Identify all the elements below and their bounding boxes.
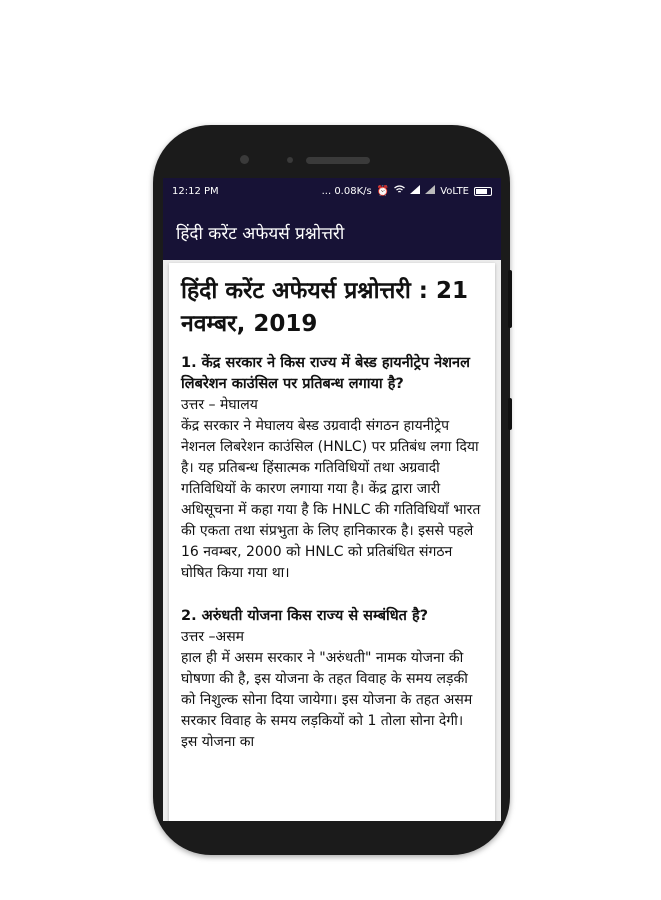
status-bar (163, 178, 501, 204)
signal-icon-1 (410, 185, 420, 197)
question-text: 2. अरुंधती योजना किस राज्य से सम्बंधित है? (181, 608, 429, 624)
network-speed: ... 0.08K/s (321, 185, 372, 197)
article-card (169, 263, 495, 821)
front-camera (240, 155, 249, 164)
volume-button (508, 270, 512, 328)
app-bar (163, 204, 501, 260)
answer-text: उत्तर – मेघालय (181, 397, 258, 413)
status-time: 12:12 PM (172, 185, 219, 197)
app-bar-title: हिंदी करेंट अफेयर्स प्रश्नोत्तरी (176, 223, 345, 244)
signal-icon-2 (425, 185, 435, 197)
wifi-icon (394, 185, 405, 197)
explanation-text: केंद्र सरकार ने मेघालय बेस्ड उग्रवादी संगठन हायनीट्रेप नेशनल लिबरेशन काउंसिल (HNLC) पर प्रतिबंध लगा दिया है। यह प्रतिबन्ध हिंसात्मक गतिविधियों तथा अग्रवादी गतिविधियों के कारण लगाया गया है। केंद्र द्वारा जारी अधिसूचना में कहा गया है कि HNLC की गतिविधियाँ भारत की एकता तथा संप्रभुता के लिए हानिकारक है। इससे पहले 16 नवम्बर, 2000 को HNLC को प्रतिबंधित संगठन घोषित किया गया था। (181, 418, 481, 581)
qa-item (181, 606, 483, 753)
earpiece-speaker (306, 157, 370, 164)
answer-text: उत्तर –असम (181, 629, 245, 645)
explanation-text: हाल ही में असम सरकार ने "अरुंधती" नामक योजना की घोषणा की है, इस योजना के तहत विवाह के समय लड़की को निशुल्क सोना दिया जायेगा। इस योजना के तहत असम सरकार विवाह के समय लड़कियों को 1 तोला सोना देगी। इस योजना का (181, 650, 473, 750)
article-title: हिंदी करेंट अफेयर्स प्रश्नोत्तरी : 21 नवम्बर, 2019 (181, 278, 468, 337)
power-button (508, 398, 512, 430)
qa-item (181, 353, 483, 584)
phone-screen (163, 178, 501, 821)
battery-icon (474, 187, 492, 196)
proximity-sensor (287, 157, 293, 163)
volte-label: VoLTE (440, 185, 469, 197)
status-icons (322, 185, 492, 197)
question-text: 1. केंद्र सरकार ने किस राज्य में बेस्ड हायनीट्रेप नेशनल लिबरेशन काउंसिल पर प्रतिबन्ध लगाया है? (181, 355, 470, 392)
alarm-icon: ⏰ (376, 185, 390, 197)
